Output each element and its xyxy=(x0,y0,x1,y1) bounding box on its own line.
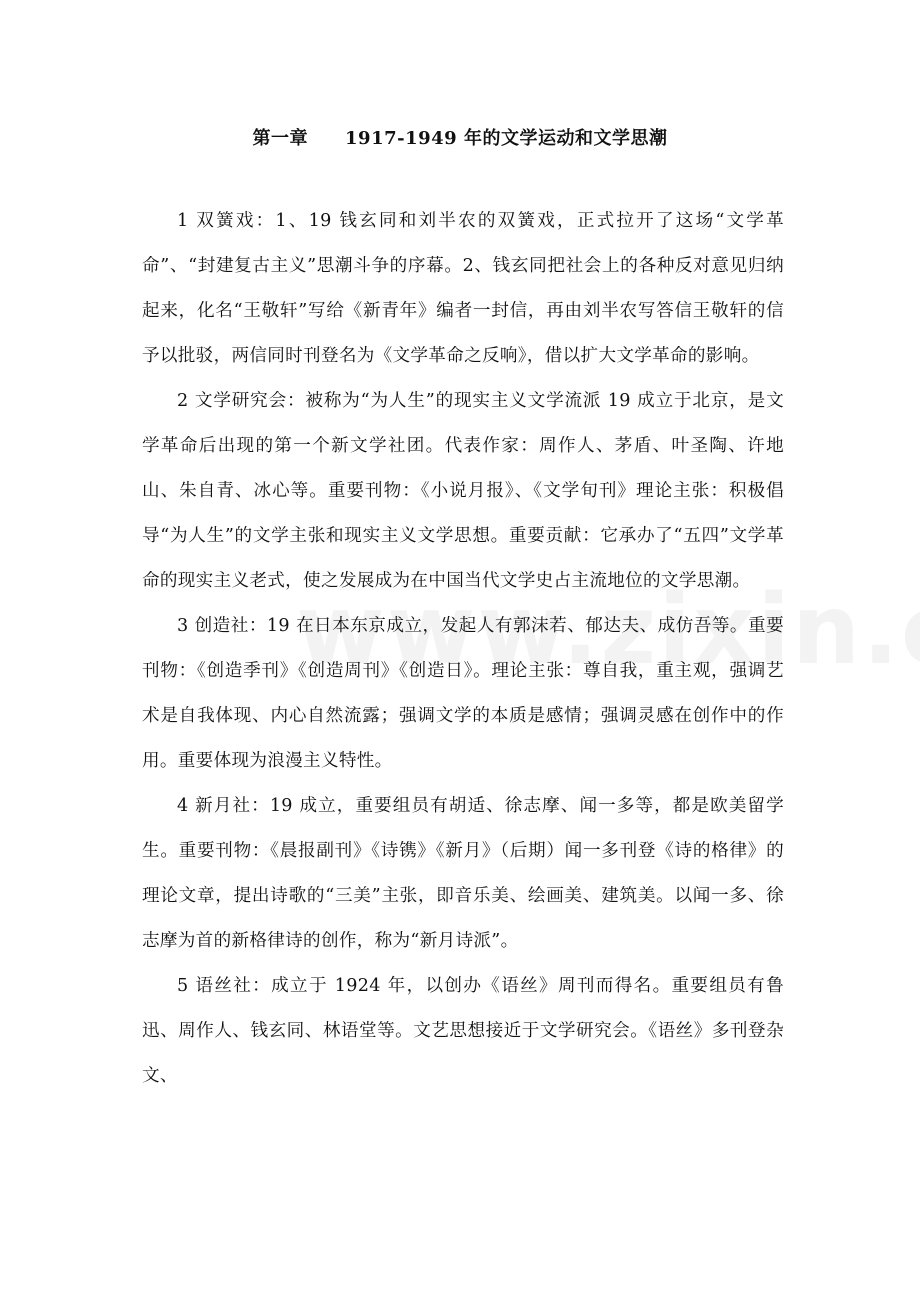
paragraph-shuanghuangxi: 1 双簧戏：1、19 钱玄同和刘半农的双簧戏，正式拉开了这场“文学革命”、“封建复古主义”思潮斗争的序幕。2、钱玄同把社会上的各种反对意见归纳起来，化名“王敬轩”写给《新青年》编者一封信，再由刘半农写答信王敬轩的信予以批驳，两信同时刊登名为《文学革命之反响》，借以扩大文学革命的影响。 xyxy=(142,211,784,366)
chapter-title: 第一章 1917-1949 年的文学运动和文学思潮 xyxy=(252,128,668,149)
document-body xyxy=(142,199,784,1099)
paragraph-wenxue-yanjiuhui: 2 文学研究会：被称为“为人生”的现实主义文学流派 19 成立于北京，是文学革命后出现的第一个新文学社团。代表作家：周作人、茅盾、叶圣陶、许地山、朱自青、冰心等。重要刊物：《小说月报》、《文学旬刊》理论主张：积极倡导“为人生”的文学主张和现实主义文学思想。重要贡献：它承办了“五四”文学革命的现实主义老式，使之发展成为在中国当代文学史占主流地位的文学思潮。 xyxy=(142,391,784,591)
paragraph-yusishe: 5 语丝社：成立于 1924 年，以创办《语丝》周刊而得名。重要组员有鲁迅、周作人、钱玄同、林语堂等。文艺思想接近于文学研究会。《语丝》多刊登杂文、 xyxy=(142,976,784,1086)
paragraph-chuangzaoshe: 3 创造社：19 在日本东京成立，发起人有郭沫若、郁达夫、成仿吾等。重要刊物：《创造季刊》《创造周刊》《创造日》。理论主张：尊自我，重主观，强调艺术是自我体现、内心自然流露；强调文学的本质是感情；强调灵感在创作中的作用。重要体现为浪漫主义特性。 xyxy=(142,616,784,771)
paragraph-xinyueshe: 4 新月社：19 成立，重要组员有胡适、徐志摩、闻一多等，都是欧美留学生。重要刊物：《晨报副刊》《诗镌》《新月》（后期）闻一多刊登《诗的格律》的理论文章，提出诗歌的“三美”主张，即音乐美、绘画美、建筑美。以闻一多、徐志摩为首的新格律诗的创作，称为“新月诗派”。 xyxy=(142,796,784,951)
